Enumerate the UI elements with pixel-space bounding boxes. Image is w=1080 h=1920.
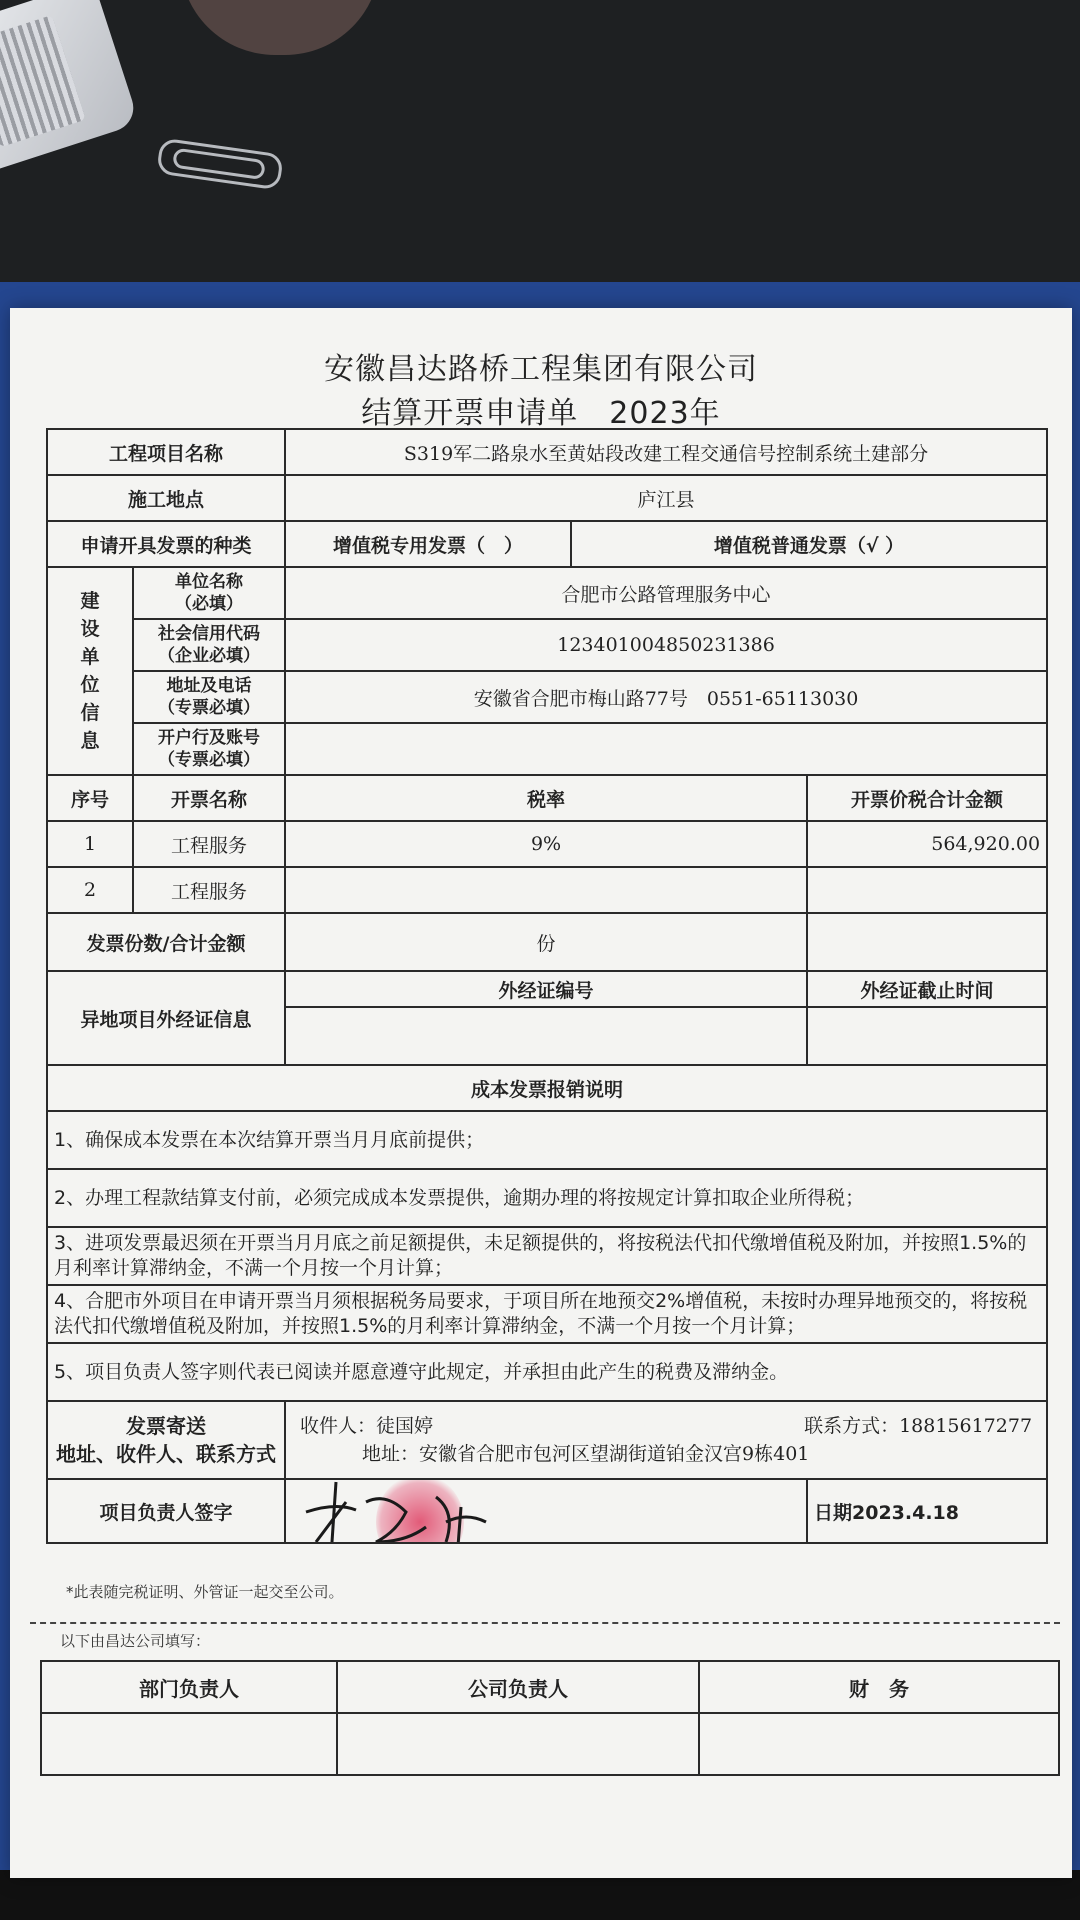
note-4: 4、合肥市外项目在申请开票当月须根据税务局要求，于项目所在地预交2%增值税，未按时办理异地预交的，将按税法代扣代缴增值税及附加，并按照1.5%的月利率计算滞纳金，不满一个月按一个月计算； xyxy=(47,1285,1047,1343)
note-3: 3、进项发票最迟须在开票当月月底之前足额提供，未足额提供的，将按税法代扣代缴增值税及附加，并按照1.5%的月利率计算滞纳金，不满一个月按一个月计算； xyxy=(47,1227,1047,1285)
invoice-type-special: 增值税专用发票（ ） xyxy=(285,521,571,567)
offsite-label: 异地项目外经证信息 xyxy=(47,971,285,1065)
item-name: 工程服务 xyxy=(133,867,285,913)
background-cable xyxy=(752,0,1080,328)
invoice-total-blank xyxy=(807,913,1047,971)
item-name: 工程服务 xyxy=(133,821,285,867)
mailing-label: 发票寄送 地址、收件人、联系方式 xyxy=(47,1401,285,1479)
background-cup xyxy=(180,0,380,55)
background-device xyxy=(0,0,140,170)
address-value: 安徽省合肥市梅山路77号 0551-65113030 xyxy=(285,671,1047,723)
company-title: 安徽昌达路桥工程集团有限公司 xyxy=(324,352,758,387)
finance-sign xyxy=(699,1713,1059,1775)
cert-deadline-value xyxy=(807,1007,1047,1065)
project-name-value: S319军二路泉水至黄姑段改建工程交通信号控制系统土建部分 xyxy=(285,429,1047,475)
company-head-label: 公司负责人 xyxy=(337,1661,699,1713)
item-total: 564,920.00 xyxy=(807,821,1047,867)
item-no: 2 xyxy=(47,867,133,913)
invoice-type-label: 申请开具发票的种类 xyxy=(47,521,285,567)
company-head-sign xyxy=(337,1713,699,1775)
company-fill-label: 以下由昌达公司填写： xyxy=(60,1632,211,1650)
col-header-total: 开票价税合计金额 xyxy=(807,775,1047,821)
col-header-no: 序号 xyxy=(47,775,133,821)
bank-value xyxy=(285,723,1047,775)
item-tax-rate xyxy=(285,867,807,913)
invoice-count-unit: 份 xyxy=(285,913,807,971)
cut-line xyxy=(30,1622,1060,1624)
table-row xyxy=(47,821,1047,867)
address-label: 地址及电话 （专票必填） xyxy=(133,671,285,723)
credit-code-value: 123401004850231386 xyxy=(285,619,1047,671)
footnote: *此表随完税证明、外管证一起交至公司。 xyxy=(66,1583,344,1601)
item-no: 1 xyxy=(47,821,133,867)
form-paper xyxy=(10,308,1072,1878)
cost-section-title: 成本发票报销说明 xyxy=(47,1065,1047,1111)
cert-deadline-label: 外经证截止时间 xyxy=(807,971,1047,1007)
invoice-type-normal: 增值税普通发票（√ ） xyxy=(571,521,1047,567)
col-header-name: 开票名称 xyxy=(133,775,285,821)
cert-no-label: 外经证编号 xyxy=(285,971,807,1007)
finance-label: 财 务 xyxy=(699,1661,1059,1713)
signature-label: 项目负责人签字 xyxy=(47,1479,285,1543)
project-name-label: 工程项目名称 xyxy=(47,429,285,475)
unit-name-label: 单位名称 （必填） xyxy=(133,567,285,619)
note-2: 2、办理工程款结算支付前，必须完成成本发票提供，逾期办理的将按规定计算扣取企业所得税； xyxy=(47,1169,1047,1227)
location-label: 施工地点 xyxy=(47,475,285,521)
item-total xyxy=(807,867,1047,913)
note-1: 1、确保成本发票在本次结算开票当月月底前提供； xyxy=(47,1111,1047,1169)
note-5: 5、项目负责人签字则代表已阅读并愿意遵守此规定，并承担由此产生的税费及滞纳金。 xyxy=(47,1343,1047,1401)
signature-area xyxy=(285,1479,807,1543)
approval-table xyxy=(40,1660,1060,1776)
dept-head-label: 部门负责人 xyxy=(41,1661,337,1713)
handwritten-signature xyxy=(296,1479,496,1543)
unit-name-value: 合肥市公路管理服务中心 xyxy=(285,567,1047,619)
invoice-count-label: 发票份数/合计金额 xyxy=(47,913,285,971)
dept-head-sign xyxy=(41,1713,337,1775)
cert-no-value xyxy=(285,1007,807,1065)
mailing-address: 地址：安徽省合肥市包河区望湖街道铂金汉宫9栋401 xyxy=(362,1443,810,1465)
col-header-tax-rate: 税率 xyxy=(285,775,807,821)
builder-info-side-label: 建 设 单 位 信 息 xyxy=(47,567,133,775)
mailing-recipient: 收件人：徒国婷 xyxy=(300,1415,434,1437)
application-form xyxy=(46,428,1048,1544)
mailing-contact: 联系方式：18815617277 xyxy=(804,1415,1033,1437)
table-row xyxy=(47,867,1047,913)
signature-date: 日期2023.4.18 xyxy=(807,1479,1047,1543)
paperclip xyxy=(156,138,284,191)
form-title: 结算开票申请单 2023年 xyxy=(361,396,721,431)
credit-code-label: 社会信用代码 （企业必填） xyxy=(133,619,285,671)
mailing-info xyxy=(285,1401,1047,1479)
location-value: 庐江县 xyxy=(285,475,1047,521)
item-tax-rate: 9% xyxy=(285,821,807,867)
bank-label: 开户行及账号 （专票必填） xyxy=(133,723,285,775)
